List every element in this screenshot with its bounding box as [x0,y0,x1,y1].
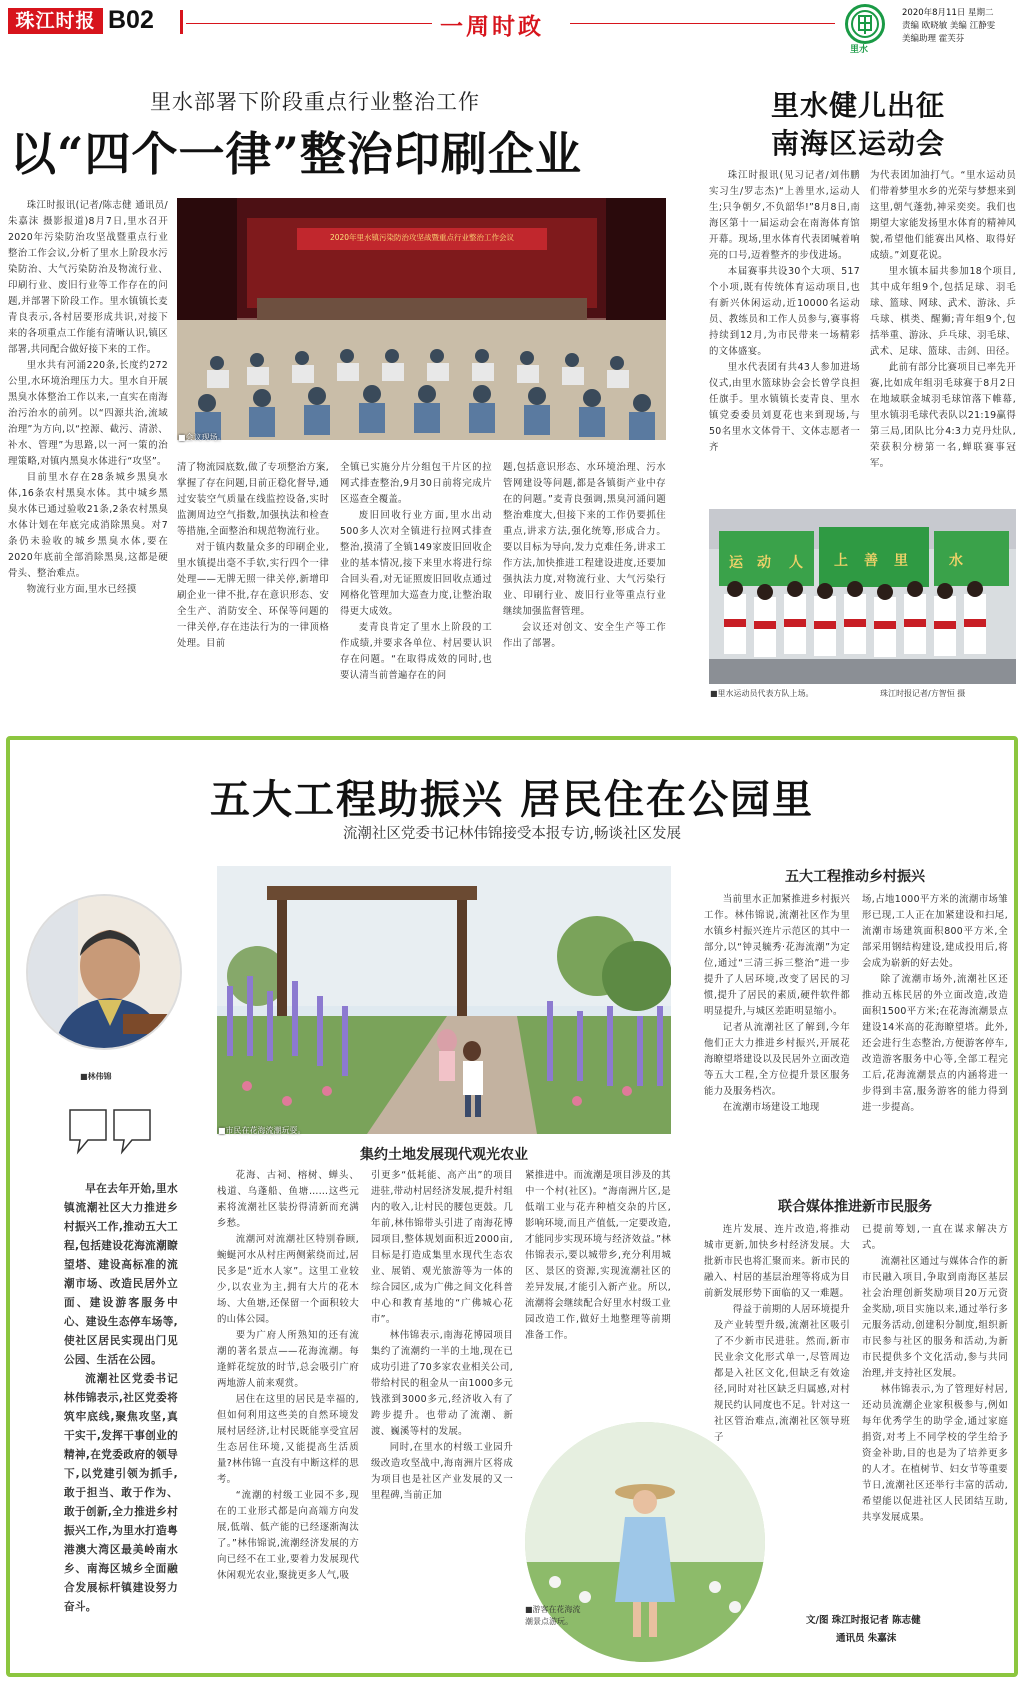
article3-paragraph17: 已提前筹划,一直在谋求解决方式。 [862,1224,1008,1251]
masthead [0,0,1024,55]
article1-paragraph7: 全镇已实施分片分组包干片区的拉网式排查整治,9月30日前将完成片区巡查全覆盖。 [340,462,492,505]
article3-intro [64,1180,178,1640]
svg-text:上: 上 [834,553,848,569]
article3-paragraph3: 要为广府人所熟知的还有流潮的著名景点——花海流潮。每逢鲜花绽放的时节,总会吸引广府两地游人前来观赏。 [217,1330,359,1389]
article1-paragraph1: 珠江时报讯(记者/陈志健 通讯员/朱嘉沫 摄影报道)8月7日,里水召开2020年污染防治攻坚战暨重点行业整治工作会议,分析了里水上阶段水污染防治、大气污染防治及物流行业、印刷行业、废旧行业等工作存在的问题,并部署下阶段工作。里水镇镇长麦青良表示,各村居要形成共识,对接下来的各项重点工作能有清晰认识,镇区部署,共同配合做好接下来的工作。 [8,200,168,355]
lishui-logo-icon [845,4,885,44]
byline-reporter: 文/图 珠江时报记者 陈志健 [806,1615,921,1626]
article3-column2 [371,1168,513,1646]
article3-paragraph8: 同时,在里水的村级工业园升级改造攻坚战中,海南洲片区将成为项目也是社区产业发展的又一里程碑,当前正加 [371,1442,513,1501]
subheading-five-projects: 五大工程推动乡村振兴 [785,869,925,885]
article1-kicker: 里水部署下阶段重点行业整治工作 [150,90,480,114]
article3-paragraph4: 居住在这里的居民是幸福的,但如何利用这些美的自然环境发展村居经济,让村民既能享受宜居生态居住环境,又能提高生活质量?林伟锦一直没有中断这样的思考。 [217,1394,359,1485]
article3-paragraph10: 当前里水正加紧推进乡村振兴工作。林伟锦说,流潮社区作为里水镇乡村振兴连片示范区的其中一部分,以“钟灵毓秀·花海流潮”为定位,通过“三清三拆三整治”进一步提升了人居环境,改变了居民的习惯,提升了居民的素质,硬件软件都明显提升,与城区差距明显缩小。 [704,894,850,1017]
article3-deck: 流潮社区党委书记林伟锦接受本报专访,畅谈社区发展 [342,826,682,842]
athletes-photo-caption: ■里水运动员代表方队上场。 [710,689,814,698]
masthead-divider [180,10,183,34]
article3-paragraph12: 在流潮市场建设工地现 [722,1102,820,1113]
meeting-banner: 2020年里水镇污染防治攻坚战暨重点行业整治工作会议 [329,233,515,242]
assistant-editor: 美编助理 霍芙芬 [902,34,965,44]
quote-icon [66,1106,156,1158]
article1-paragraph11: 会议还对创文、安全生产等工作作出了部署。 [503,622,666,649]
article3-intro-paragraph1: 早在去年开始,里水镇流潮社区大力推进乡村振兴工作,推动五大工程,包括建设花海流潮瞭望塔、建设高标准的流潮市场、改造民居外立面、建设游客服务中心、建设生态停车场等,使社区居民实现出门见公园、生活在公园。 [64,1183,178,1366]
svg-text:善: 善 [864,553,878,569]
svg-text:运: 运 [729,555,743,571]
article3-column5 [862,892,1008,1192]
article1-paragraph9: 麦青良肯定了里水上阶段的工作成绩,并要求各单位、村居要认识存在问题。“在取得成效的同时,也要认清当前普遍存在的问 [340,622,492,681]
editors: 责编 欧晓敏 美编 江静雯 [902,21,996,31]
article3-column3 [525,1168,671,1408]
article3-paragraph15: 连片发展、连片改造,将推动城市更新,加快乡村经济发展。大批新市民也将汇聚而来。新市民的融入、村居的基层治理等将成为目前新发展形势下面临的又一难题。 [704,1224,850,1299]
article3-intro-paragraph2: 流潮社区党委书记林伟锦表示,社区党委将筑牢底线,聚焦攻坚,真干实干,发挥干事创业的精神,在党委政府的领导下,以党建引领为抓手,敢于担当、敢于作为、敢于创新,全力推进乡村振兴工作,为里水打造粤港澳大湾区最美岭南水乡、南海区城乡全面融合发展标杆镇建设努力奋斗。 [64,1373,178,1613]
article1-paragraph4: 物流行业方面,里水已经摸 [26,584,137,595]
article3-paragraph16: 得益于前期的人居环境提升及产业转型升级,流潮社区吸引了不少新市民进驻。然而,新市民业余文化形式单一,尽管周边都是入社区文化,但缺乏有效途径,同时对社区缺乏归属感,对村规民约认同度也不足。针对这一社区管治难点,流潮社区领导班子 [714,1304,850,1443]
paper-name: 珠江时报 [8,8,103,34]
subheading-modern-agriculture: 集约土地发展现代观光农业 [360,1147,528,1163]
portrait-frame [26,894,182,1050]
meeting-photo-caption: ■会议现场。 [178,433,226,442]
portrait-illustration [28,896,182,1050]
article2-headline-line1: 里水健儿出征 [770,89,945,122]
portrait-caption: ■林伟锦 [80,1072,112,1081]
article3-paragraph14: 除了流潮市场外,流潮社区还推动五栋民居的外立面改造,改造面积1500平方米;在花海流潮景点建设14米高的花海瞭望塔。此外,还会进行生态整治,方便游客停车,改造游客服务中心等,全部工程完工后,花海流潮景点的内涵将进一步得到丰富,服务游客的能力得到进一步提高。 [862,974,1008,1113]
article3-paragraph6: 引更多“低耗能、高产出”的项目进驻,带动村居经济发展,提升村组内的收入,让村民的腰包更鼓。几年前,林伟锦带头引进了南海花博园项目,整体规划面积近2000亩,目标是打造成集里水现代生态农业、展销、观光旅游等为一体的综合园区,成为广佛之间文化科普中心和教育基地的“广佛城心花市”。 [371,1170,513,1325]
article2-column1 [709,168,860,504]
article3-paragraph7: 林伟锦表示,南海花博园项目集约了流潮约一半的土地,现在已成功引进了70多家农业相关公司,带给村民的租金从一亩1000多元钱涨到3000多元,经济收入有了跨步提升。也带动了流潮、新渡、巍溪等村的发展。 [371,1330,513,1437]
page-number: B02 [108,6,154,34]
section-line-left [186,23,432,24]
article3-paragraph19: 林伟锦表示,为了管理好村居,还动员流潮企业家积极参与,例如每年优秀学生的助学金,通过家庭捐资,对考上不同学校的学生给予资金补助,目的也是为了培养更多的人才。在植树节、妇女节等重要节日,流潮社区还举行丰富的活动,希望能以促进社区人民团结互助,共享发展成果。 [862,1384,1008,1523]
article1-paragraph8: 废旧回收行业方面,里水出动500多人次对全镇进行拉网式排查整治,摸清了全镇149家废旧回收企业的基本情况,接下来里水将进行综合回头看,对无证照废旧回收点通过网格化管理加大巡查力度,让整治取得更大成效。 [340,510,492,617]
article2-paragraph1: 珠江时报讯(见习记者/刘伟鹏 实习生/罗志杰)“上善里水,运动人生;只争朝夕,不负韶华!”8月8日,南海区第十一届运动会在南海体育馆开幕。现场,里水体育代表团喊着响亮的口号,迈着整齐的步伐进场。 [709,170,860,261]
article1-column2 [177,460,329,688]
article2-paragraph3: 里水代表团有共43人参加进场仪式,由里水篮球协会会长曾学良担任旗手。里水镇镇长麦青良、里水镇党委委员刘夏花也来到现场,与50名里水文体骨干、文体志愿者一齐 [709,362,860,453]
meeting-photo [177,198,666,440]
article1-column4 [503,460,666,688]
visitor-photo-caption: ■游客在花海流潮景点游玩。 [525,1605,581,1626]
article1-paragraph3: 目前里水存在28条城乡黑臭水体,16条农村黑臭水体。其中城乡黑臭水体已通过验收21条,2条农村黑臭水体计划在年底完成消除黑臭。对7条仍未验收的城乡黑臭水体,要在2020年底前全部消除黑臭,这都是硬骨头、整治难点。 [8,472,168,579]
article1-headline: 以“四个一律”整治印刷企业 [10,127,582,181]
article2-headline-line2: 南海区运动会 [770,127,945,160]
article3-column1 [217,1168,359,1646]
article3-paragraph13: 场,占地1000平方米的流潮市场雏形已现,工人正在加紧建设和扫尾,流潮市场建筑面积800平方米,全部采用钢结构建设,建成投用后,将会成为崭新的好去处。 [862,894,1008,969]
article2-paragraph4: 为代表团加油打气。“里水运动员们带着梦里水乡的光荣与梦想来到这里,朝气蓬勃,神采奕奕。我们也期望大家能发扬里水体育的精神风貌,希望他们能赛出风格、取得好成绩。”刘夏花说。 [870,170,1016,261]
athletes-photo-credit: 珠江时报记者/方智恒 摄 [880,689,966,698]
article3-paragraph11: 记者从流潮社区了解到,今年他们正大力推进乡村振兴,开展花海瞭望塔建设以及民居外立面改造等五大工程,全方位提升景区服务能力及服务档次。 [704,1022,850,1097]
athletes-illustration [709,509,1016,684]
article2-column2 [870,168,1016,504]
svg-text:水: 水 [949,553,963,569]
article3-column7 [862,1222,1008,1600]
article3-headline: 五大工程助振兴 居民住在公园里 [210,776,814,823]
article3-paragraph9: 紧推进中。而流潮是项目涉及的其中一个村(社区)。“海南洲片区,是低端工业与花卉种植交杂的片区,影响环境,而且产值低,一定要改造,才能同步实现环境与经济效益。”林伟锦表示,要以城带乡,充分利用城区、景区的资源,实现流潮社区的差异发展,才能引入新产业。所以,流潮将会继续配合好里水村级工业园改造工作,做好土地整理等前期准备工作。 [525,1170,671,1341]
article1-column3 [340,460,492,688]
article1-column1 [8,198,168,688]
article3-paragraph1: 花海、古祠、榕树、蝉头、栈道、乌蓬船、鱼塘……这些元素将流潮社区装扮得清新而充满乡愁。 [217,1170,359,1229]
athletes-photo [709,509,1016,684]
section-title: 一周时政 [440,13,544,40]
article3-paragraph18: 流潮社区通过与媒体合作的新市民融入项目,争取到南海区基层社会治理创新奖励项目20万元资金奖励,项目实施以来,通过举行多元服务活动,创建积分制度,组织新市民参与社区的服务和活动,为新市民提供多个文化活动,参与共同治理,并支持社区发展。 [862,1256,1008,1379]
article3-paragraph2: 流潮河对流潮社区特别眷顾,蜿蜒河水从村庄两侧萦绕而过,居民多是“近水人家”。这里工业较少,以农业为主,拥有大片的花木场、大鱼塘,还保留一个面积较大的山体公园。 [217,1234,359,1325]
flower-field-photo [217,866,671,1134]
article2-paragraph2: 本届赛事共设30个大项、517个小项,既有传统体育运动项目,也有新兴休闲运动,近10000名运动员、教练员和工作人员参与,赛事将持续到12月,为市民带来一场精彩的文体盛宴。 [709,266,860,357]
article1-paragraph5: 清了物流园底数,做了专项整治方案,掌握了存在问题,目前正稳化督导,通过安装空气质量在线监控设备,实时监测周边空气指数,加强执法和检查等措施,全面整治和规范物流行业。 [177,462,329,537]
article1-paragraph2: 里水共有河涌220条,长度约272公里,水环境治理压力大。里水自开展黑臭水体整治工作以来,一直实在南海治污治水的前列。以“四源共治,流域治理”为方向,以“控源、截污、清淤、补水、管理”为思路,以一河一策的治理策略,对镇内黑臭水体进行“攻坚”。 [8,360,168,467]
flower-field-photo-caption: ■市民在花海流潮玩耍。 [218,1126,306,1135]
svg-text:人: 人 [789,555,803,571]
section-line-right [570,23,835,24]
article3-paragraph5: “流潮的村级工业园不多,现在的工业形式都是向高端方向发展,低端、低产能的已经逐渐淘汰了。”林伟锦说,流潮经济发展的方向已经不在工业,要着力发展现代休闲观光农业,聚拢更多人气,吸 [217,1490,359,1581]
article3-column6 [704,1222,850,1582]
byline-correspondent: 通讯员 朱嘉沫 [836,1633,897,1644]
article1-paragraph10: 题,包括意识形态、水环境治理、污水管网建设等问题,都是各镇街产业中存在的问题。”麦青良强调,黑臭河涌问题整治难度大,但接下来的工作仍要抓住重点,讲求方法,强化统筹,形成合力。要以目标为导向,发力克难任务,讲求工作方法,加快推进工程建设进度,还要加强执法力度,对物流行业、大气污染行业、印刷行业、废旧行业等重点行业继续加强监督管理。 [503,462,666,617]
article2-paragraph6: 此前有部分比赛项目已率先开赛,比如成年组羽毛球赛于8月2日在地域联金城羽毛球馆落下帷幕,里水镇羽毛球代表队以21:19赢得第三局,团队比分4:3力克丹灶队,荣获积分榜第一名,蝉联赛事冠军。 [870,362,1016,469]
svg-text:里: 里 [894,553,908,569]
flower-field-illustration [217,866,671,1134]
article2-paragraph5: 里水镇本届共参加18个项目,其中成年组9个,包括足球、羽毛球、篮球、网球、武术、游泳、乒乓球、棋类、醒狮;青年组9个,包括举重、游泳、乒乓球、羽毛球、武术、足球、篮球、击剑、田径。 [870,266,1016,357]
issue-date: 2020年8月11日 星期二 [902,8,994,18]
svg-text:动: 动 [757,555,771,571]
logo-caption: 里水 [850,45,869,55]
article1-paragraph6: 对于镇内数量众多的印刷企业,里水镇提出毫不手软,实行四个一律处理——无牌无照一律关停,新增印刷企业一律不批,存在意识形态、安全生产、消防安全、环保等问题的一律关停,存在违法行为的一律顶格处理。目前 [177,542,329,649]
subheading-new-citizens: 联合媒体推进新市民服务 [778,1199,932,1215]
article3-column4 [704,892,850,1192]
